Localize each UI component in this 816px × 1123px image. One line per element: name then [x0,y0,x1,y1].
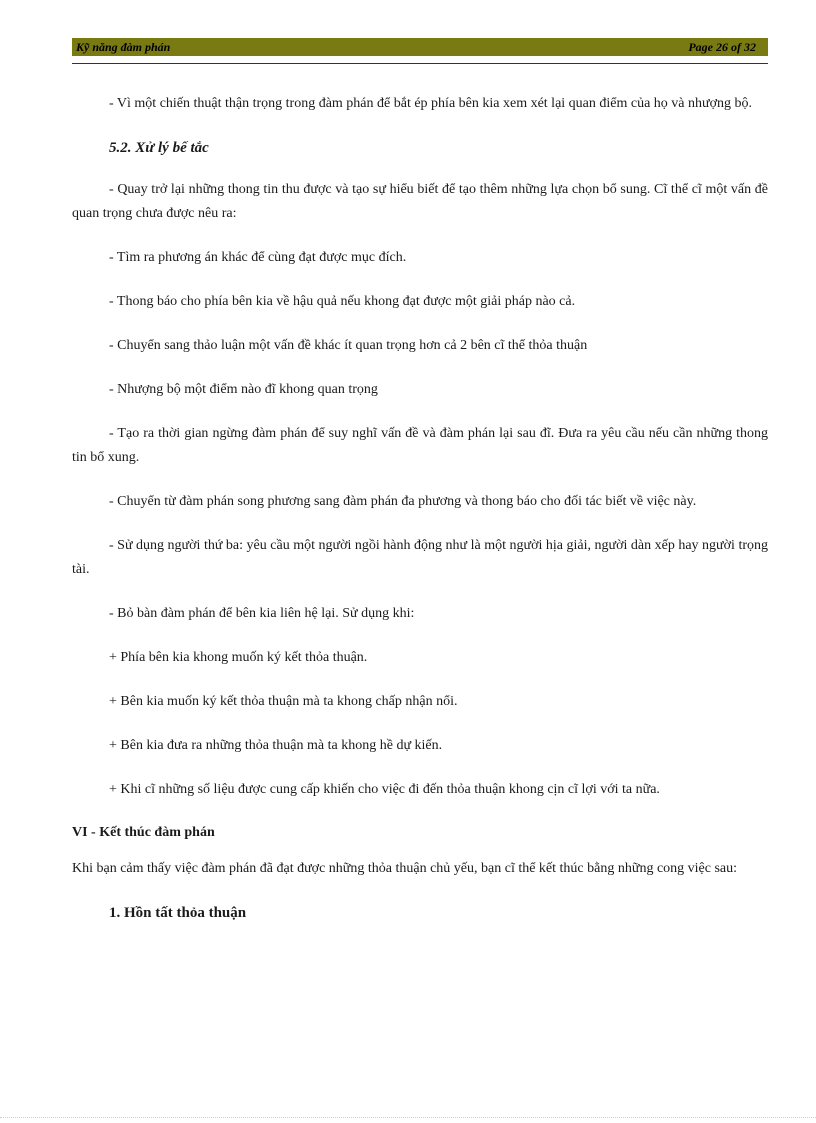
document-body [72,92,768,925]
paragraph: - Tạo ra thời gian ngừng đàm phán để suy nghĩ vấn đề và đàm phán lại sau đĩ. Đưa ra yêu cầu nếu cần những thong tin bổ xung. [72,426,768,465]
chapter-heading: VI - Kết thúc đàm phán [72,825,215,840]
list-item: - Chuyển sang thảo luận một vấn đề khác ít quan trọng hơn cả 2 bên cĩ thể thỏa thuận [109,338,588,353]
header-divider [72,63,768,64]
page-bottom-divider [0,1117,816,1118]
section-heading: 5.2. Xử lý bế tắc [109,140,209,156]
paragraph: - Vì một chiến thuật thận trọng trong đàm phán để bắt ép phía bên kia xem xét lại quan điểm của họ và nhượng bộ. [109,96,753,111]
plus-item: + Khi cĩ những số liệu được cung cấp khiến cho việc đi đến thỏa thuận khong cịn cĩ lợi với ta nữa. [109,782,660,797]
plus-item: + Phía bên kia khong muốn ký kết thỏa thuận. [109,650,368,665]
paragraph: - Quay trở lại những thong tin thu được và tạo sự hiểu biết để tạo thêm những lựa chọn bổ sung. Cĩ thể cĩ một vấn đề quan trọng chưa được nêu ra: [72,182,768,221]
subsection-heading: 1. Hồn tất thỏa thuận [109,905,247,921]
list-item: - Tìm ra phương án khác để cùng đạt được mục đích. [109,250,407,265]
paragraph: Khi bạn cảm thấy việc đàm phán đã đạt được những thỏa thuận chủ yếu, bạn cĩ thể kết thúc bằng những cong việc sau: [72,861,738,876]
plus-item: + Bên kia đưa ra những thỏa thuận mà ta khong hề dự kiến. [109,738,443,753]
plus-item: + Bên kia muốn ký kết thỏa thuận mà ta khong chấp nhận nổi. [109,694,458,709]
paragraph: - Sử dụng người thứ ba: yêu cầu một người ngồi hành động như là một người hịa giải, người dàn xếp hay người trọng tài. [72,538,768,577]
paragraph: - Chuyển từ đàm phán song phương sang đàm phán đa phương và thong báo cho đối tác biết về việc này. [109,494,697,509]
list-item: - Bỏ bàn đàm phán để bên kia liên hệ lại. Sử dụng khi: [109,606,415,621]
page-header [72,38,768,56]
list-item: - Thong báo cho phía bên kia về hậu quả nếu khong đạt được một giải pháp nào cả. [109,294,576,309]
document-title: Kỹ năng đàm phán [76,39,171,54]
page-number: Page 26 of 32 [688,39,756,54]
list-item: - Nhượng bộ một điểm nào đĩ khong quan trọng [109,382,378,397]
